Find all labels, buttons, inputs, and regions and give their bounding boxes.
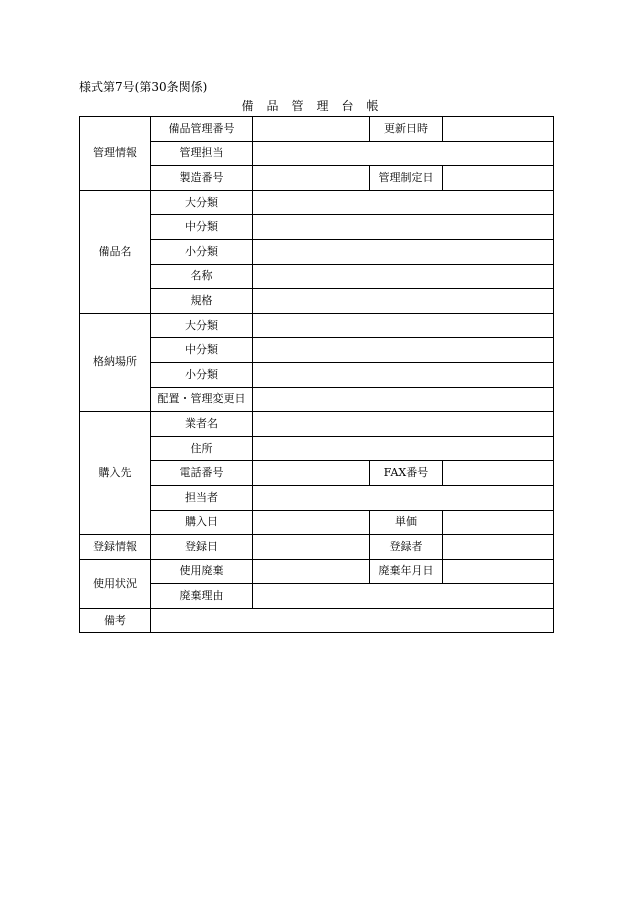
section-label-registration: 登録情報 (80, 535, 151, 560)
table-row (80, 264, 554, 289)
section-label-supplier: 購入先 (80, 412, 151, 535)
item-middle-category-input-cell[interactable] (253, 215, 554, 240)
table-row (80, 141, 554, 166)
table-row (80, 166, 554, 191)
section-label-management: 管理情報 (80, 117, 151, 191)
field-label-address: 住所 (151, 436, 253, 461)
field-label-storage-minor-category: 小分類 (151, 362, 253, 387)
field-label-contact-person: 担当者 (151, 485, 253, 510)
field-label-item-number: 備品管理番号 (151, 117, 253, 142)
field-label-fax: FAX番号 (370, 461, 443, 486)
table-row (80, 412, 554, 437)
registered-date-input-cell[interactable] (253, 535, 370, 560)
field-label-disposal-reason: 廃棄理由 (151, 584, 253, 609)
field-label-item-name: 名称 (151, 264, 253, 289)
disposal-reason-input-cell[interactable] (253, 584, 554, 609)
table-row (80, 190, 554, 215)
section-label-storage: 格納場所 (80, 313, 151, 411)
table-row (80, 289, 554, 314)
field-label-purchase-date: 購入日 (151, 510, 253, 535)
fax-input-cell[interactable] (443, 461, 554, 486)
page-title: 備品管理台帳 (241, 99, 392, 113)
field-label-disposal-date: 廃棄年月日 (370, 559, 443, 584)
storage-major-category-input-cell[interactable] (253, 313, 554, 338)
table-row (80, 215, 554, 240)
table-row (80, 313, 554, 338)
unit-price-input-cell[interactable] (443, 510, 554, 535)
storage-middle-category-input-cell[interactable] (253, 338, 554, 363)
table-row (80, 510, 554, 535)
field-label-storage-middle-category: 中分類 (151, 338, 253, 363)
phone-input-cell[interactable] (253, 461, 370, 486)
storage-minor-category-input-cell[interactable] (253, 362, 554, 387)
table-row (80, 485, 554, 510)
updated-at-input-cell[interactable] (443, 117, 554, 142)
table-row (80, 338, 554, 363)
table-row (80, 387, 554, 412)
table-row (80, 362, 554, 387)
specification-input-cell[interactable] (253, 289, 554, 314)
table-row (80, 117, 554, 142)
remarks-input-cell[interactable] (151, 608, 554, 633)
field-label-relocation-date: 配置・管理変更日 (151, 387, 253, 412)
field-label-updated-at: 更新日時 (370, 117, 443, 142)
field-label-established-date: 管理制定日 (370, 166, 443, 191)
field-label-phone: 電話番号 (151, 461, 253, 486)
section-label-usage: 使用状況 (80, 559, 151, 608)
disposal-input-cell[interactable] (253, 559, 370, 584)
relocation-date-input-cell[interactable] (253, 387, 554, 412)
purchase-date-input-cell[interactable] (253, 510, 370, 535)
field-label-specification: 規格 (151, 289, 253, 314)
person-in-charge-input-cell[interactable] (253, 141, 554, 166)
field-label-disposal: 使用廃棄 (151, 559, 253, 584)
item-major-category-input-cell[interactable] (253, 190, 554, 215)
established-date-input-cell[interactable] (443, 166, 554, 191)
table-row (80, 584, 554, 609)
field-label-item-middle-category: 中分類 (151, 215, 253, 240)
section-label-item-name: 備品名 (80, 190, 151, 313)
serial-number-input-cell[interactable] (253, 166, 370, 191)
table-row (80, 239, 554, 264)
table-row (80, 436, 554, 461)
table-row (80, 559, 554, 584)
item-minor-category-input-cell[interactable] (253, 239, 554, 264)
item-name-input-cell[interactable] (253, 264, 554, 289)
field-label-registrant: 登録者 (370, 535, 443, 560)
table-row (80, 461, 554, 486)
item-number-input-cell[interactable] (253, 117, 370, 142)
table-row (80, 535, 554, 560)
field-label-registered-date: 登録日 (151, 535, 253, 560)
section-label-remarks: 備考 (80, 608, 151, 633)
form-number: 様式第7号(第30条関係) (79, 80, 208, 94)
registrant-input-cell[interactable] (443, 535, 554, 560)
field-label-item-major-category: 大分類 (151, 190, 253, 215)
field-label-serial-number: 製造番号 (151, 166, 253, 191)
field-label-vendor-name: 業者名 (151, 412, 253, 437)
contact-person-input-cell[interactable] (253, 485, 554, 510)
field-label-item-minor-category: 小分類 (151, 239, 253, 264)
vendor-name-input-cell[interactable] (253, 412, 554, 437)
table-row (80, 608, 554, 633)
field-label-storage-major-category: 大分類 (151, 313, 253, 338)
field-label-person-in-charge: 管理担当 (151, 141, 253, 166)
field-label-unit-price: 単価 (370, 510, 443, 535)
address-input-cell[interactable] (253, 436, 554, 461)
disposal-date-input-cell[interactable] (443, 559, 554, 584)
equipment-ledger-table (79, 116, 554, 633)
